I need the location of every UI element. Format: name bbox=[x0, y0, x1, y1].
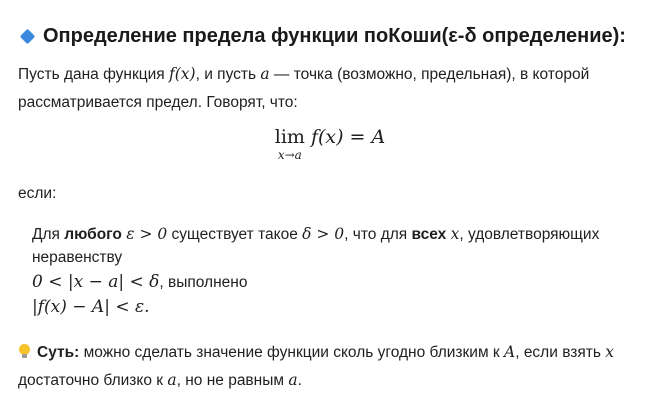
essence-label: Суть: bbox=[37, 344, 80, 361]
text: — точка (возможно, предельная), в которой bbox=[269, 66, 590, 83]
lim-operator bbox=[275, 128, 305, 161]
limit-body: f(x) = A bbox=[310, 126, 386, 148]
math-inequality: 0 < |x − a| < δ bbox=[32, 272, 160, 292]
math-x: x bbox=[450, 225, 460, 243]
text: , удовлетворяющих bbox=[459, 226, 600, 243]
math-result: |f(x) − A| < ε. bbox=[32, 297, 150, 317]
text: , но не равным bbox=[176, 372, 289, 389]
intro-line-1 bbox=[18, 60, 589, 89]
math-delta: δ > 0 bbox=[302, 225, 345, 243]
math-a: a bbox=[260, 65, 270, 83]
math-fx: f(x) bbox=[169, 65, 196, 83]
blue-diamond-icon bbox=[20, 28, 36, 44]
math-x: x bbox=[605, 343, 614, 361]
heading-bold: Коши bbox=[388, 24, 442, 47]
text: можно сделать значение функции сколь угодно близким к bbox=[79, 344, 504, 361]
condition-line-4 bbox=[32, 294, 150, 321]
condition-line-2: неравенству bbox=[32, 249, 123, 266]
lim-word: lim bbox=[274, 126, 305, 148]
heading-paren: (ε-δ определение): bbox=[441, 24, 626, 47]
bold-all: всех bbox=[411, 226, 447, 243]
math-a: a bbox=[288, 371, 298, 389]
condition-line-3 bbox=[32, 270, 247, 295]
text: Для bbox=[32, 226, 65, 243]
esli-label: если: bbox=[18, 185, 57, 202]
essence-line-2 bbox=[18, 366, 302, 395]
lightbulb-icon bbox=[18, 344, 31, 359]
text: . bbox=[297, 372, 302, 389]
heading-text: Определение предела функции по bbox=[43, 24, 389, 47]
text: существует такое bbox=[167, 226, 303, 243]
text: Пусть дана функция bbox=[18, 66, 170, 83]
lim-subscript: x→a bbox=[277, 148, 302, 162]
text: , если взять bbox=[515, 344, 606, 361]
section-heading bbox=[18, 22, 626, 50]
limit-formula bbox=[0, 128, 660, 161]
math-eps: ε > 0 bbox=[126, 225, 168, 243]
text: , выполнено bbox=[159, 274, 248, 291]
intro-line-2: рассматривается предел. Говорят, что: bbox=[18, 94, 298, 111]
text: , и пусть bbox=[195, 66, 261, 83]
math-a: a bbox=[167, 371, 177, 389]
condition-line-1 bbox=[32, 221, 599, 248]
math-A: A bbox=[504, 343, 516, 361]
bold-any: любого bbox=[64, 226, 122, 243]
text: , что для bbox=[344, 226, 412, 243]
text: достаточно близко к bbox=[18, 372, 168, 389]
essence-line-1 bbox=[18, 338, 614, 367]
